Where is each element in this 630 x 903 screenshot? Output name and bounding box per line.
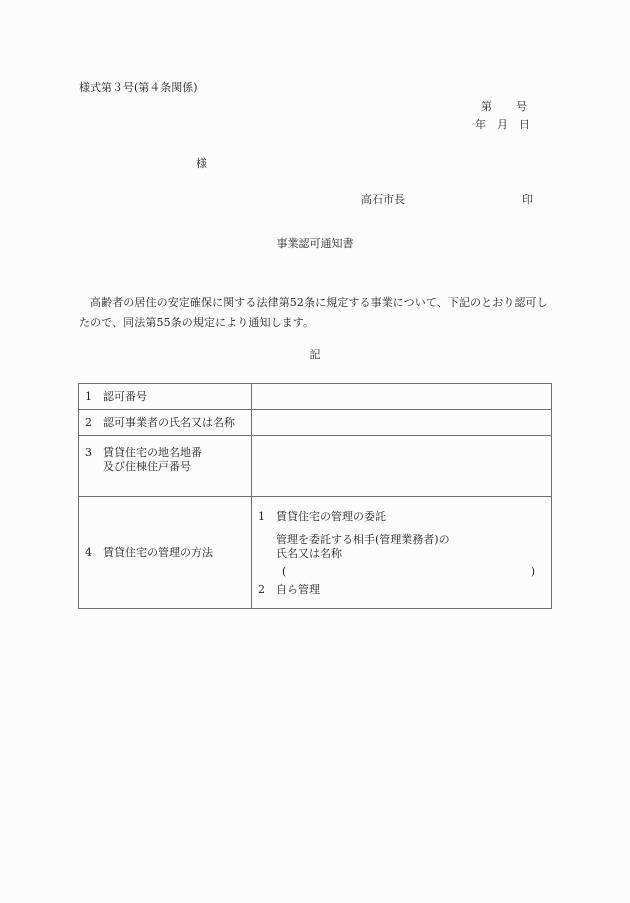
option-entrust[interactable] (258, 510, 551, 524)
row-label (79, 436, 252, 497)
seal-mark: 印 (522, 193, 533, 206)
table-row (79, 410, 552, 436)
number-suffix: 号 (516, 100, 527, 113)
paren-close: ) (530, 565, 535, 578)
row-number: 3 (85, 446, 92, 459)
manager-caption-line1: 管理を委託する相手(管理業務者)の (276, 533, 450, 546)
operator-name-field[interactable] (252, 410, 552, 436)
option-self-manage[interactable] (258, 583, 551, 597)
document-date (475, 118, 530, 132)
date-year: 年 (475, 118, 486, 131)
body-paragraph: 高齢者の居住の安定確保に関する法律第52条に規定する事業について、下記のとおり認可したので、同法第55条の規定により通知します。 (79, 296, 548, 329)
table-row (79, 497, 552, 609)
row-label-text: 賃貸住宅の地名地番 (103, 446, 202, 459)
approval-number-field[interactable] (252, 384, 552, 410)
row-label-text: 認可番号 (103, 389, 147, 403)
issuer: 高石市長 (361, 193, 405, 206)
paren-open: ( (282, 565, 287, 578)
row-label (79, 497, 252, 609)
table-row (79, 436, 552, 497)
row-number: 4 (85, 545, 92, 559)
number-prefix: 第 (481, 100, 492, 113)
option-label: 賃貸住宅の管理の委託 (276, 510, 386, 523)
date-day: 日 (519, 118, 530, 131)
row-label-text: 認可事業者の氏名又は名称 (103, 415, 235, 429)
row-label (79, 410, 252, 436)
form-id: 様式第３号(第４条関係) (79, 81, 198, 94)
option-number: 2 (258, 583, 265, 596)
row-number: 1 (85, 389, 92, 403)
date-month: 月 (497, 118, 508, 131)
row-label-text-line2: 及び住棟住戸番号 (103, 460, 191, 473)
row-number: 2 (85, 415, 92, 429)
option-label: 自ら管理 (276, 583, 320, 596)
document-number (481, 100, 527, 114)
manager-caption-line2: 氏名又は名称 (276, 547, 342, 560)
option-number: 1 (258, 510, 265, 523)
table-row (79, 384, 552, 410)
record-table (78, 383, 552, 609)
addressee: 様 (196, 157, 207, 170)
address-field[interactable] (252, 436, 552, 497)
ki-heading: 記 (309, 348, 321, 361)
document-title: 事業認可通知書 (276, 237, 354, 250)
row-label (79, 384, 252, 410)
manager-name-field[interactable] (282, 565, 551, 579)
row-label-text: 賃貸住宅の管理の方法 (103, 545, 213, 559)
management-method-cell (252, 497, 552, 609)
